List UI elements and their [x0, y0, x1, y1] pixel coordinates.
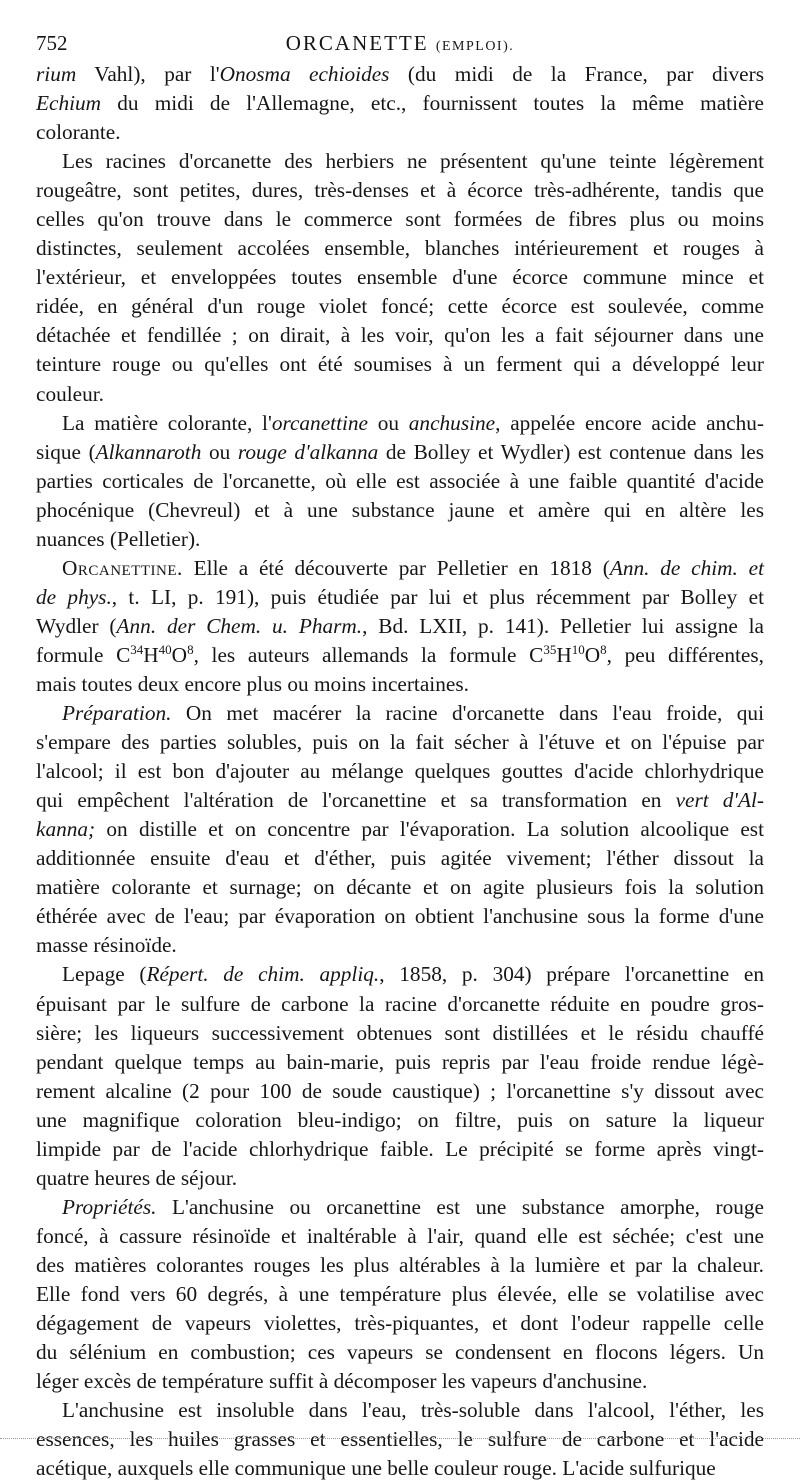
text-line: formule $C^{34}H^{40}O^8$, les auteurs allemands la formule $C^{35}H^{10}O^8$, peu différentes, [36, 641, 764, 667]
text-line: Lepage (Répert. de chim. appliq., 1858, p. 304) prépare l'orcanettine en [62, 962, 764, 987]
text-line: Echium du midi de l'Allemagne, etc., fournissent toutes la même matière [36, 91, 764, 116]
text-line: épuisant par le sulfure de carbone la racine d'orcanette réduite en poudre gros- [36, 991, 764, 1016]
text-line: des matières colorantes rouges les plus altérables à la lumière et par la chaleur. [36, 1252, 764, 1277]
text-line: s'empare des parties solubles, puis on la fait sécher à l'étuve et on l'épuise par [36, 730, 764, 755]
text-line: Orcanettine. Elle a été découverte par Pelletier en 1818 (Ann. de chim. et [62, 555, 764, 580]
text-line: rium Vahl), par l'Onosma echioides (du midi de la France, par divers [36, 62, 764, 86]
text-line: celles qu'on trouve dans le commerce sont formées de fibres plus ou moins [36, 207, 764, 232]
text-line: sique (Alkannaroth ou rouge d'alkanna de Bolley et Wydler) est contenue dans les [36, 439, 764, 464]
text-line: Wydler (Ann. der Chem. u. Pharm., Bd. LXII, p. 141). Pelletier lui assigne la [36, 613, 765, 638]
text-line: mais toutes deux encore plus ou moins incertaines. [36, 671, 469, 696]
text-line: l'alcool; il est bon d'ajouter au mélange quelques gouttes d'acide chlorhydrique [36, 759, 764, 784]
text-line: ridée, en général d'un rouge violet foncé; cette écorce est soulevée, comme [36, 294, 764, 319]
text-line: kanna; on distille et on concentre par l'évaporation. La solution alcoolique est [36, 817, 764, 842]
text-line: rement alcaline (2 pour 100 de soude caustique) ; l'orcanettine s'y dissout avec [36, 1078, 764, 1103]
text-line: additionnée ensuite d'eau et d'éther, puis agitée vivement; l'éther dissout la [36, 846, 764, 871]
text-line: Elle fond vers 60 degrés, à une température plus élevée, elle se volatilise avec [36, 1281, 764, 1306]
text-line: acétique, auxquels elle communique une belle couleur rouge. L'acide sulfurique [36, 1456, 716, 1481]
text-line: nuances (Pelletier). [36, 526, 201, 551]
running-title-main: ORCANETTE [285, 31, 429, 55]
text-line: dégagement de vapeurs violettes, très-piquantes, et dont l'odeur rappelle celle [36, 1311, 764, 1336]
text-line: essences, les huiles grasses et essentielles, le sulfure de carbone et l'acide [36, 1427, 764, 1452]
text-line: matière colorante et surnage; on décante et on agite plusieurs fois la solution [36, 875, 764, 900]
text-line: détachée et fendillée ; on dirait, à les voir, qu'on les a fait séjourner dans une [36, 323, 764, 348]
text-line: du sélénium en combustion; ces vapeurs se condensent en flocons légers. Un [36, 1340, 764, 1365]
text-line: La matière colorante, l'orcanettine ou anchusine, appelée encore acide anchu- [62, 410, 765, 435]
text-line: Propriétés. L'anchusine ou orcanettine est une substance amorphe, rouge [62, 1194, 764, 1219]
text-line: colorante. [36, 120, 121, 145]
text-line: léger excès de température suffit à décomposer les vapeurs d'anchusine. [36, 1369, 648, 1394]
text-line: masse résinoïde. [36, 933, 177, 958]
text-line: Les racines d'orcanette des herbiers ne présentent qu'une teinte légèrement [62, 149, 764, 174]
text-line: qui empêchent l'altération de l'orcanettine et sa transformation en vert d'Al- [36, 788, 764, 813]
text-line: l'extérieur, et enveloppées toutes ensemble d'une écorce commune mince et [36, 265, 764, 290]
paragraph [36, 60, 764, 147]
text-line: couleur. [36, 381, 105, 406]
text-line: de phys., t. LI, p. 191), puis étudiée par lui et plus récemment par Bolley et [36, 584, 764, 609]
text-line: limpide par de l'acide chlorhydrique faible. Le précipité se forme après vingt- [36, 1136, 764, 1161]
text-line: distinctes, seulement accolées ensemble, blanches intérieurement et rouges à [36, 236, 764, 261]
text-line: rougeâtre, sont petites, dures, très-denses et à écorce très-adhérente, tandis que [36, 178, 764, 203]
text-line: éthérée avec de l'eau; par évaporation on obtient l'anchusine sous la forme d'une [36, 904, 764, 929]
running-title [36, 28, 764, 62]
text-line: une magnifique coloration bleu-indigo; on filtre, puis on sature la liqueur [36, 1107, 764, 1132]
text-line: quatre heures de séjour. [36, 1165, 238, 1190]
text-line: Préparation. On met macérer la racine d'orcanette dans l'eau froide, qui [62, 701, 764, 726]
text-line: pendant quelque temps au bain-marie, puis repris par l'eau froide rendue légè- [36, 1049, 764, 1074]
text-line: L'anchusine est insoluble dans l'eau, très-soluble dans l'alcool, l'éther, les [62, 1398, 764, 1423]
text-line: sière; les liqueurs successivement obtenues sont distillées et le résidu chauffé [36, 1020, 764, 1045]
text-line: teinture rouge ou qu'elles ont été soumises à un ferment qui a développé leur [36, 352, 764, 377]
bottom-edge-rule [0, 1438, 800, 1441]
paragraph [36, 699, 764, 960]
body-text [36, 60, 764, 1483]
paragraph [36, 554, 764, 699]
text-line: phocénique (Chevreul) et à une substance jaune et amère qui en altère les [36, 497, 764, 522]
running-header [36, 28, 764, 58]
paragraph [36, 409, 764, 554]
page-number: 752 [36, 31, 68, 55]
text-line: parties corticales de l'orcanette, où elle est associée à une faible quantité d'acide [36, 468, 764, 493]
paragraph [36, 147, 764, 408]
paragraph [36, 1193, 764, 1396]
running-title-sub: (EMPLOI). [435, 39, 515, 54]
text-line: foncé, à cassure résinoïde et inaltérable à l'air, quand elle est séchée; c'est une [36, 1223, 764, 1248]
paragraph [36, 960, 764, 1192]
